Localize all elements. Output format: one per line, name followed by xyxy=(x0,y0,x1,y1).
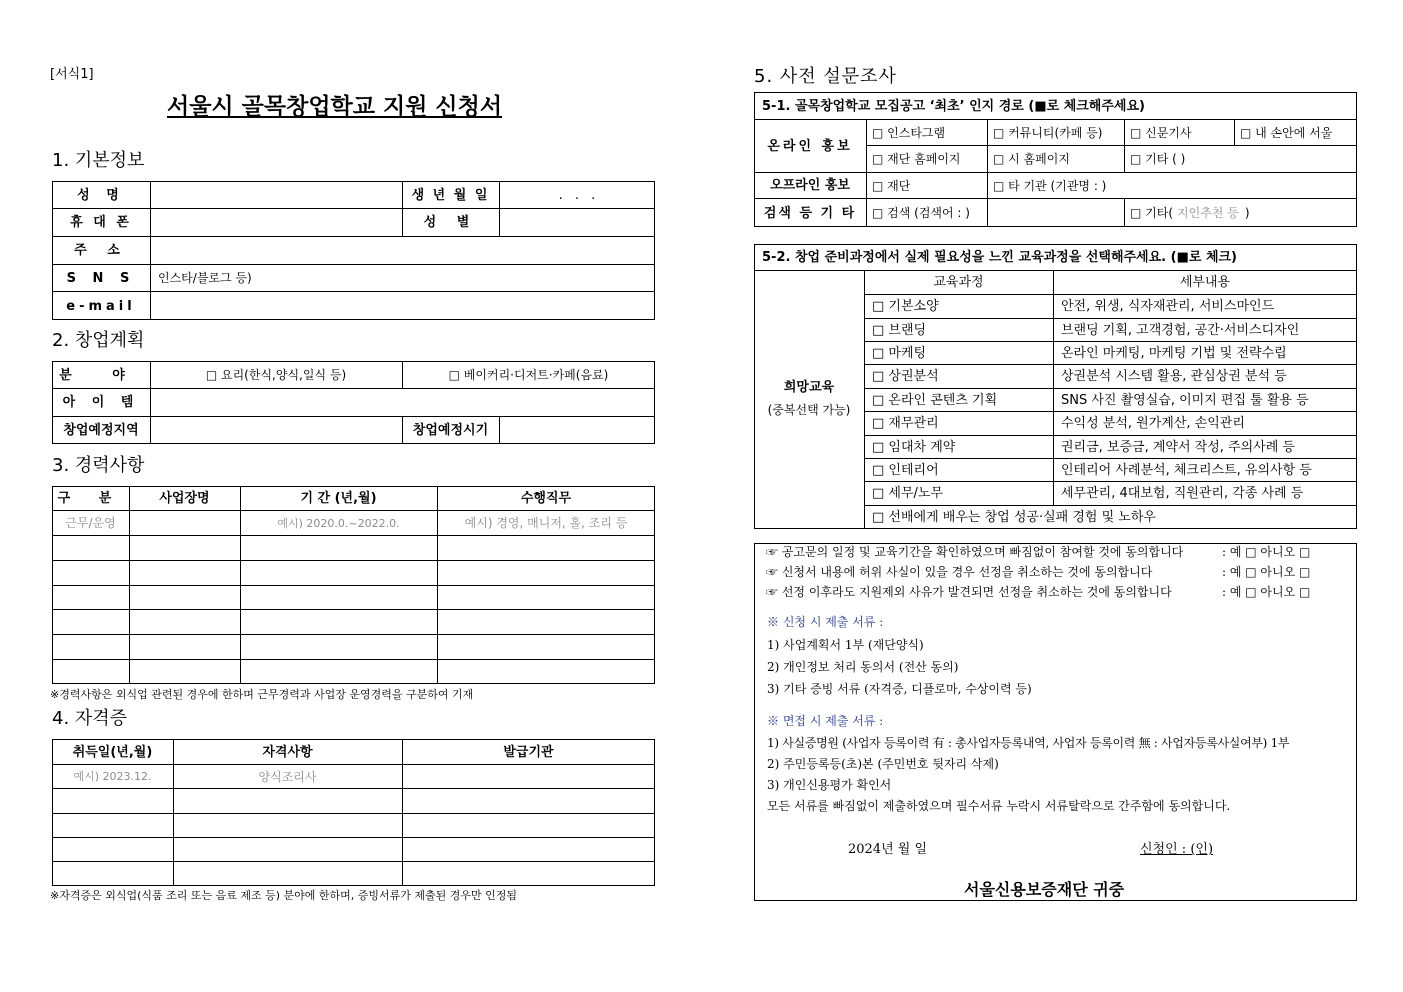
item-label: 아 이 템 xyxy=(62,395,140,410)
email-input[interactable] xyxy=(151,292,654,319)
item-input[interactable] xyxy=(151,389,654,416)
opt-foundation[interactable]: □ 재단 xyxy=(872,178,911,193)
consent-yesno-1[interactable]: : 예 □ 아니오 □ xyxy=(1222,545,1311,559)
search-label: 검색 등 기 타 xyxy=(763,205,857,221)
address-input[interactable] xyxy=(151,237,654,264)
multiple-choice-note: (중복선택 가능) xyxy=(767,403,851,417)
section-3-heading: 3. 경력사항 xyxy=(52,455,145,476)
name-input[interactable] xyxy=(151,182,401,208)
opt-search-other-label: □ 기타( xyxy=(1130,206,1174,220)
cert-header-date: 취득일(년,월) xyxy=(72,744,153,760)
sns-label: S N S xyxy=(66,270,136,286)
consent-yesno-2[interactable]: : 예 □ 아니오 □ xyxy=(1222,565,1311,579)
time-label: 창업예정시기 xyxy=(412,423,489,438)
consent-line-2: ☞ 신청서 내용에 허위 사실이 있을 경우 선정을 취소하는 것에 동의합니다 xyxy=(766,565,1153,579)
career-example-type: 근무/운영 xyxy=(65,516,116,530)
course-option[interactable]: □ 마케팅 xyxy=(872,345,927,361)
course-detail: SNS 사진 촬영실습, 이미지 편집 툴 활용 등 xyxy=(1061,392,1309,408)
course-detail: 상권분석 시스템 활용, 관심상권 분석 등 xyxy=(1061,369,1287,384)
survey-1-question: 5-1. 골목창업학교 모집공고 ‘최초’ 인지 경로 (■로 체크해주세요) xyxy=(762,98,1145,114)
region-input[interactable] xyxy=(151,417,401,443)
sns-hint: 인스타/블로그 등) xyxy=(158,271,252,285)
course-detail: 안전, 위생, 식자재관리, 서비스마인드 xyxy=(1061,299,1275,314)
interview-doc-item: 2) 주민등록등(초)본 (주민번호 뒷자리 삭제) xyxy=(767,757,999,771)
interview-doc-item: 3) 개인신용평가 확인서 xyxy=(767,778,892,792)
course-option[interactable]: □ 인테리어 xyxy=(872,462,939,478)
opt-community[interactable]: □ 커뮤니티(카페 등) xyxy=(993,125,1103,140)
course-option[interactable]: □ 세무/노무 xyxy=(872,486,944,501)
agreement-statement: 모든 서류를 빠짐없이 제출하였으며 필수서류 누락시 서류탈락으로 간주함에 동의합니다. xyxy=(767,799,1231,813)
survey-2-question: 5-2. 창업 준비과정에서 실제 필요성을 느낀 교육과정을 선택해주세요. (■로 체크) xyxy=(762,250,1238,265)
phone-label: 휴 대 폰 xyxy=(70,215,132,230)
field-option-bakery[interactable]: □ 베이커리·디저트·카페(음료) xyxy=(448,368,609,382)
course-option[interactable]: □ 브랜딩 xyxy=(872,322,927,338)
section-1-heading: 1. 기본정보 xyxy=(52,150,145,171)
opt-foundation-homepage[interactable]: □ 재단 홈페이지 xyxy=(872,152,961,166)
application-date: 2024년 월 일 xyxy=(848,842,928,857)
opt-city-homepage[interactable]: □ 시 홈페이지 xyxy=(993,152,1070,166)
opt-newspaper[interactable]: □ 신문기사 xyxy=(1130,125,1192,140)
section-2-heading: 2. 창업계획 xyxy=(52,330,145,351)
course-detail: 온라인 마케팅, 마케팅 기법 및 전략수립 xyxy=(1061,345,1287,361)
course-detail: 인테리어 사례분석, 체크리스트, 유의사항 등 xyxy=(1061,462,1312,478)
birth-label: 생 년 월 일 xyxy=(411,187,490,203)
consent-line-3: ☞ 선정 이후라도 지원제외 사유가 발견되면 선정을 취소하는 것에 동의합니다 xyxy=(766,585,1172,599)
email-label: e-mail xyxy=(66,298,136,314)
cert-example-date: 예시) 2023.12. xyxy=(73,770,152,783)
course-option[interactable]: □ 기본소양 xyxy=(872,299,939,314)
form-number: [서식1] xyxy=(50,67,94,82)
course-detail: 수익성 분석, 원가계산, 손익관리 xyxy=(1061,416,1245,431)
course-option[interactable]: □ 재무관리 xyxy=(872,416,939,431)
interview-docs-heading: ※ 면접 시 제출 서류 : xyxy=(767,714,884,728)
field-option-cooking[interactable]: □ 요리(한식,양식,일식 등) xyxy=(205,368,347,382)
detail-header: 세부내용 xyxy=(1179,275,1231,290)
opt-search-other[interactable] xyxy=(1130,199,1356,227)
region-label: 창업예정지역 xyxy=(63,423,139,438)
apply-docs-heading: ※ 신청 시 제출 서류 : xyxy=(767,615,884,629)
opt-online-other[interactable]: □ 기타 ( ) xyxy=(1130,152,1186,166)
cert-note: ※자격증은 외식업(식품 조리 또는 음료 제조 등) 분야에 한하며, 증빙서류가 제출된 경우만 인정됨 xyxy=(50,889,518,902)
online-label: 온라인 홍보 xyxy=(767,138,853,154)
career-header-type: 구 분 xyxy=(57,491,124,506)
time-input[interactable] xyxy=(500,417,654,443)
consent-line-1: ☞ 공고문의 일정 및 교육기간을 확인하였으며 빠짐없이 참여할 것에 동의합니다 xyxy=(766,545,1184,559)
cert-header-name: 자격사항 xyxy=(262,744,313,760)
birth-value: . . . xyxy=(558,187,596,203)
cert-header-issuer: 발급기관 xyxy=(503,744,554,760)
career-example-duty: 예시) 경영, 매니저, 홀, 조리 등 xyxy=(464,516,628,530)
gender-label: 성 별 xyxy=(423,215,478,230)
course-option[interactable]: □ 상권분석 xyxy=(872,369,939,384)
course-option[interactable]: □ 임대차 계약 xyxy=(872,439,956,455)
career-header-business: 사업장명 xyxy=(159,491,210,506)
career-note: ※경력사항은 외식업 관련된 경우에 한하며 근무경력과 사업장 운영경력을 구분하여 기재 xyxy=(50,688,474,701)
phone-input[interactable] xyxy=(151,209,401,236)
course-header: 교육과정 xyxy=(933,275,984,290)
career-header-period: 기 간 (년,월) xyxy=(300,491,377,506)
opt-search-other-hint: 지인추천 등 xyxy=(1177,206,1239,220)
career-example-period: 예시) 2020.0.~2022.0. xyxy=(277,516,400,530)
course-detail: 권리금, 보증금, 계약서 작성, 주의사례 등 xyxy=(1061,439,1295,455)
course-option-mentor[interactable]: □ 선배에게 배우는 창업 성공·실패 경험 및 노하우 xyxy=(872,510,1156,525)
course-detail: 브랜딩 기획, 고객경험, 공간·서비스디자인 xyxy=(1061,322,1300,338)
opt-search-other-close: ) xyxy=(1244,206,1250,220)
section-5-heading: 5. 사전 설문조사 xyxy=(754,66,897,87)
opt-search[interactable]: □ 검색 (검색어 : ) xyxy=(872,206,970,220)
name-label: 성 명 xyxy=(77,187,125,203)
opt-other-agency[interactable]: □ 타 기관 (기관명 : ) xyxy=(993,178,1107,193)
career-header-duty: 수행직무 xyxy=(520,491,572,506)
apply-doc-item: 1) 사업계획서 1부 (재단양식) xyxy=(767,638,924,652)
gender-input[interactable] xyxy=(500,209,654,236)
wish-education-label: 희망교육 xyxy=(783,380,835,395)
course-option[interactable]: □ 온라인 콘텐츠 기획 xyxy=(872,392,998,408)
consent-yesno-3[interactable]: : 예 □ 아니오 □ xyxy=(1222,585,1311,599)
opt-seoul-app[interactable]: □ 내 손안에 서울 xyxy=(1240,125,1333,140)
section-4-heading: 4. 자격증 xyxy=(52,708,128,729)
offline-label: 오프라인 홍보 xyxy=(770,178,850,193)
applicant-signature[interactable]: 신청인 : (인) xyxy=(1140,842,1214,857)
apply-doc-item: 3) 기타 증빙 서류 (자격증, 디플로마, 수상이력 등) xyxy=(767,682,1032,696)
opt-instagram[interactable]: □ 인스타그램 xyxy=(872,125,946,140)
field-label: 분 야 xyxy=(59,367,143,383)
recipient: 서울신용보증재단 귀중 xyxy=(964,880,1125,899)
course-detail: 세무관리, 4대보험, 직원관리, 각종 사례 등 xyxy=(1061,486,1304,501)
address-label: 주 소 xyxy=(74,243,128,258)
page-title: 서울시 골목창업학교 지원 신청서 xyxy=(167,94,503,120)
interview-doc-item: 1) 사실증명원 (사업자 등록이력 有 : 총사업자등록내역, 사업자 등록이력 無 : 사업자등록사실여부) 1부 xyxy=(767,736,1290,750)
apply-doc-item: 2) 개인정보 처리 동의서 (전산 동의) xyxy=(767,660,959,674)
cert-example-name: 양식조리사 xyxy=(258,769,317,784)
